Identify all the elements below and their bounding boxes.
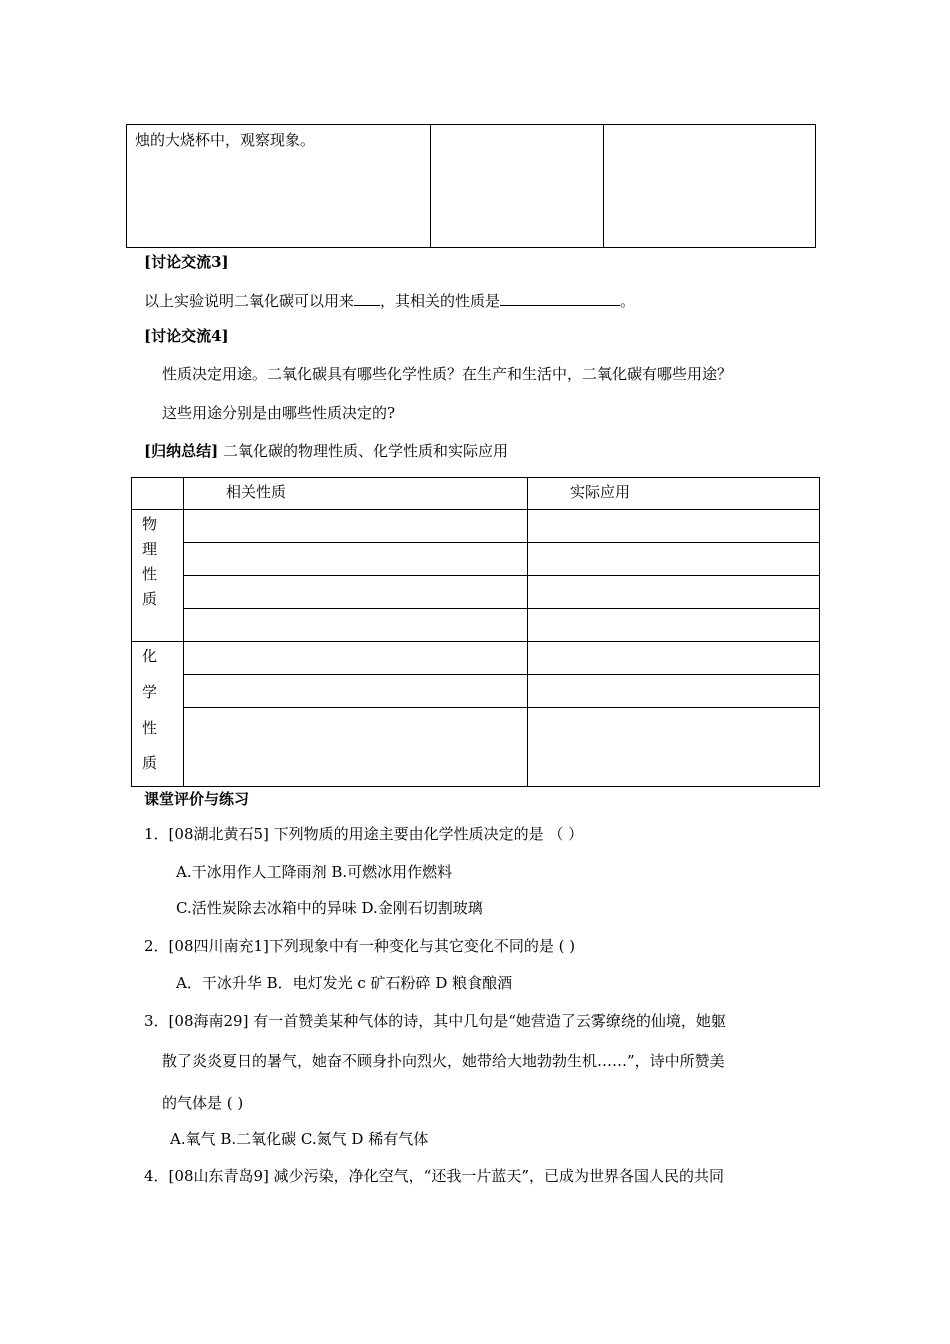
chemical-property-cell[interactable] [184,642,528,675]
chemical-char: 化 [142,647,158,665]
q3-options: A.氧气 B.二氧化碳 C.氮气 D 稀有气体 [170,1130,429,1148]
physical-char: 物 [142,515,158,533]
physical-property-cell[interactable] [184,576,528,609]
summary-line [144,441,508,461]
q4-stem: 4．[08山东青岛9] 减少污染，净化空气，“还我一片蓝天”，已成为世界各国人民的共同 [144,1167,724,1185]
q3-line2: 散了炎炎夏日的暑气，她奋不顾身扑向烈火，她带给大地勃勃生机……”，诗中所赞美 [162,1052,725,1070]
summary-heading: [归纳总结] [144,442,219,460]
q2-options: A．干冰升华 B．电灯发光 c 矿石粉碎 D 粮食酿酒 [176,974,513,992]
chemical-property-cell[interactable] [184,675,528,708]
chemical-char: 质 [142,754,158,772]
experiment-step-text: 烛的大烧杯中，观察现象。 [135,131,316,149]
physical-label-cell [132,510,184,642]
header-property-cell [184,478,528,510]
q1-stem: 1．[08湖北黄石5] 下列物质的用途主要由化学性质决定的是 （ ） [144,825,584,843]
physical-application-cell[interactable] [528,543,820,576]
chemical-char: 性 [142,719,158,737]
header-property: 相关性质 [226,483,287,501]
physical-char: 性 [142,565,158,583]
chemical-property-cell[interactable] [184,708,528,787]
physical-application-cell[interactable] [528,576,820,609]
experiment-conclusion-cell [604,125,816,248]
summary-table [131,477,820,787]
summary-text: 二氧化碳的物理性质、化学性质和实际应用 [218,442,508,460]
chemical-label-cell [132,642,184,787]
discussion4-line1: 性质决定用途。二氧化碳具有哪些化学性质？在生产和生活中，二氧化碳有哪些用途？ [162,365,733,383]
discussion4-line2: 这些用途分别是由哪些性质决定的? [162,404,396,422]
chemical-application-cell[interactable] [528,642,820,675]
corner-cell [132,478,184,510]
chemical-application-cell[interactable] [528,708,820,787]
physical-char: 理 [142,540,158,558]
physical-property-cell[interactable] [184,510,528,543]
q3-line3: 的气体是 ( ) [162,1094,244,1112]
q2-stem: 2．[08四川南充1]下列现象中有一种变化与其它变化不同的是 ( ) [144,937,576,955]
q3-stem: 3．[08海南29] 有一首赞美某种气体的诗，其中几句是“她营造了云雾缭绕的仙境，她躯 [144,1012,726,1030]
header-application: 实际应用 [570,483,631,501]
discussion3-question [144,289,635,311]
discussion3-end: 。 [620,292,636,310]
physical-application-cell[interactable] [528,510,820,543]
discussion3-part1: 以上实验说明二氧化碳可以用来 [144,292,355,310]
practice-heading: 课堂评价与练习 [144,790,250,808]
physical-property-cell[interactable] [184,609,528,642]
discussion3-heading: [讨论交流3] [144,253,229,271]
discussion4-heading: [讨论交流4] [144,327,229,345]
answer-blank-usage[interactable] [354,289,380,306]
chemical-char: 学 [142,683,158,701]
physical-char: 质 [142,590,158,608]
experiment-step-cell [127,125,431,248]
experiment-phenomenon-cell [431,125,604,248]
physical-property-cell[interactable] [184,543,528,576]
physical-application-cell[interactable] [528,609,820,642]
q1-options-line2: C.活性炭除去冰箱中的异味 D.金刚石切割玻璃 [176,899,483,917]
q1-options-line1: A.干冰用作人工降雨剂 B.可燃冰用作燃料 [176,863,453,881]
chemical-application-cell[interactable] [528,675,820,708]
answer-blank-property[interactable] [500,289,620,306]
header-application-cell [528,478,820,510]
discussion3-part2: ，其相关的性质是 [380,292,501,310]
experiment-table [126,124,816,248]
